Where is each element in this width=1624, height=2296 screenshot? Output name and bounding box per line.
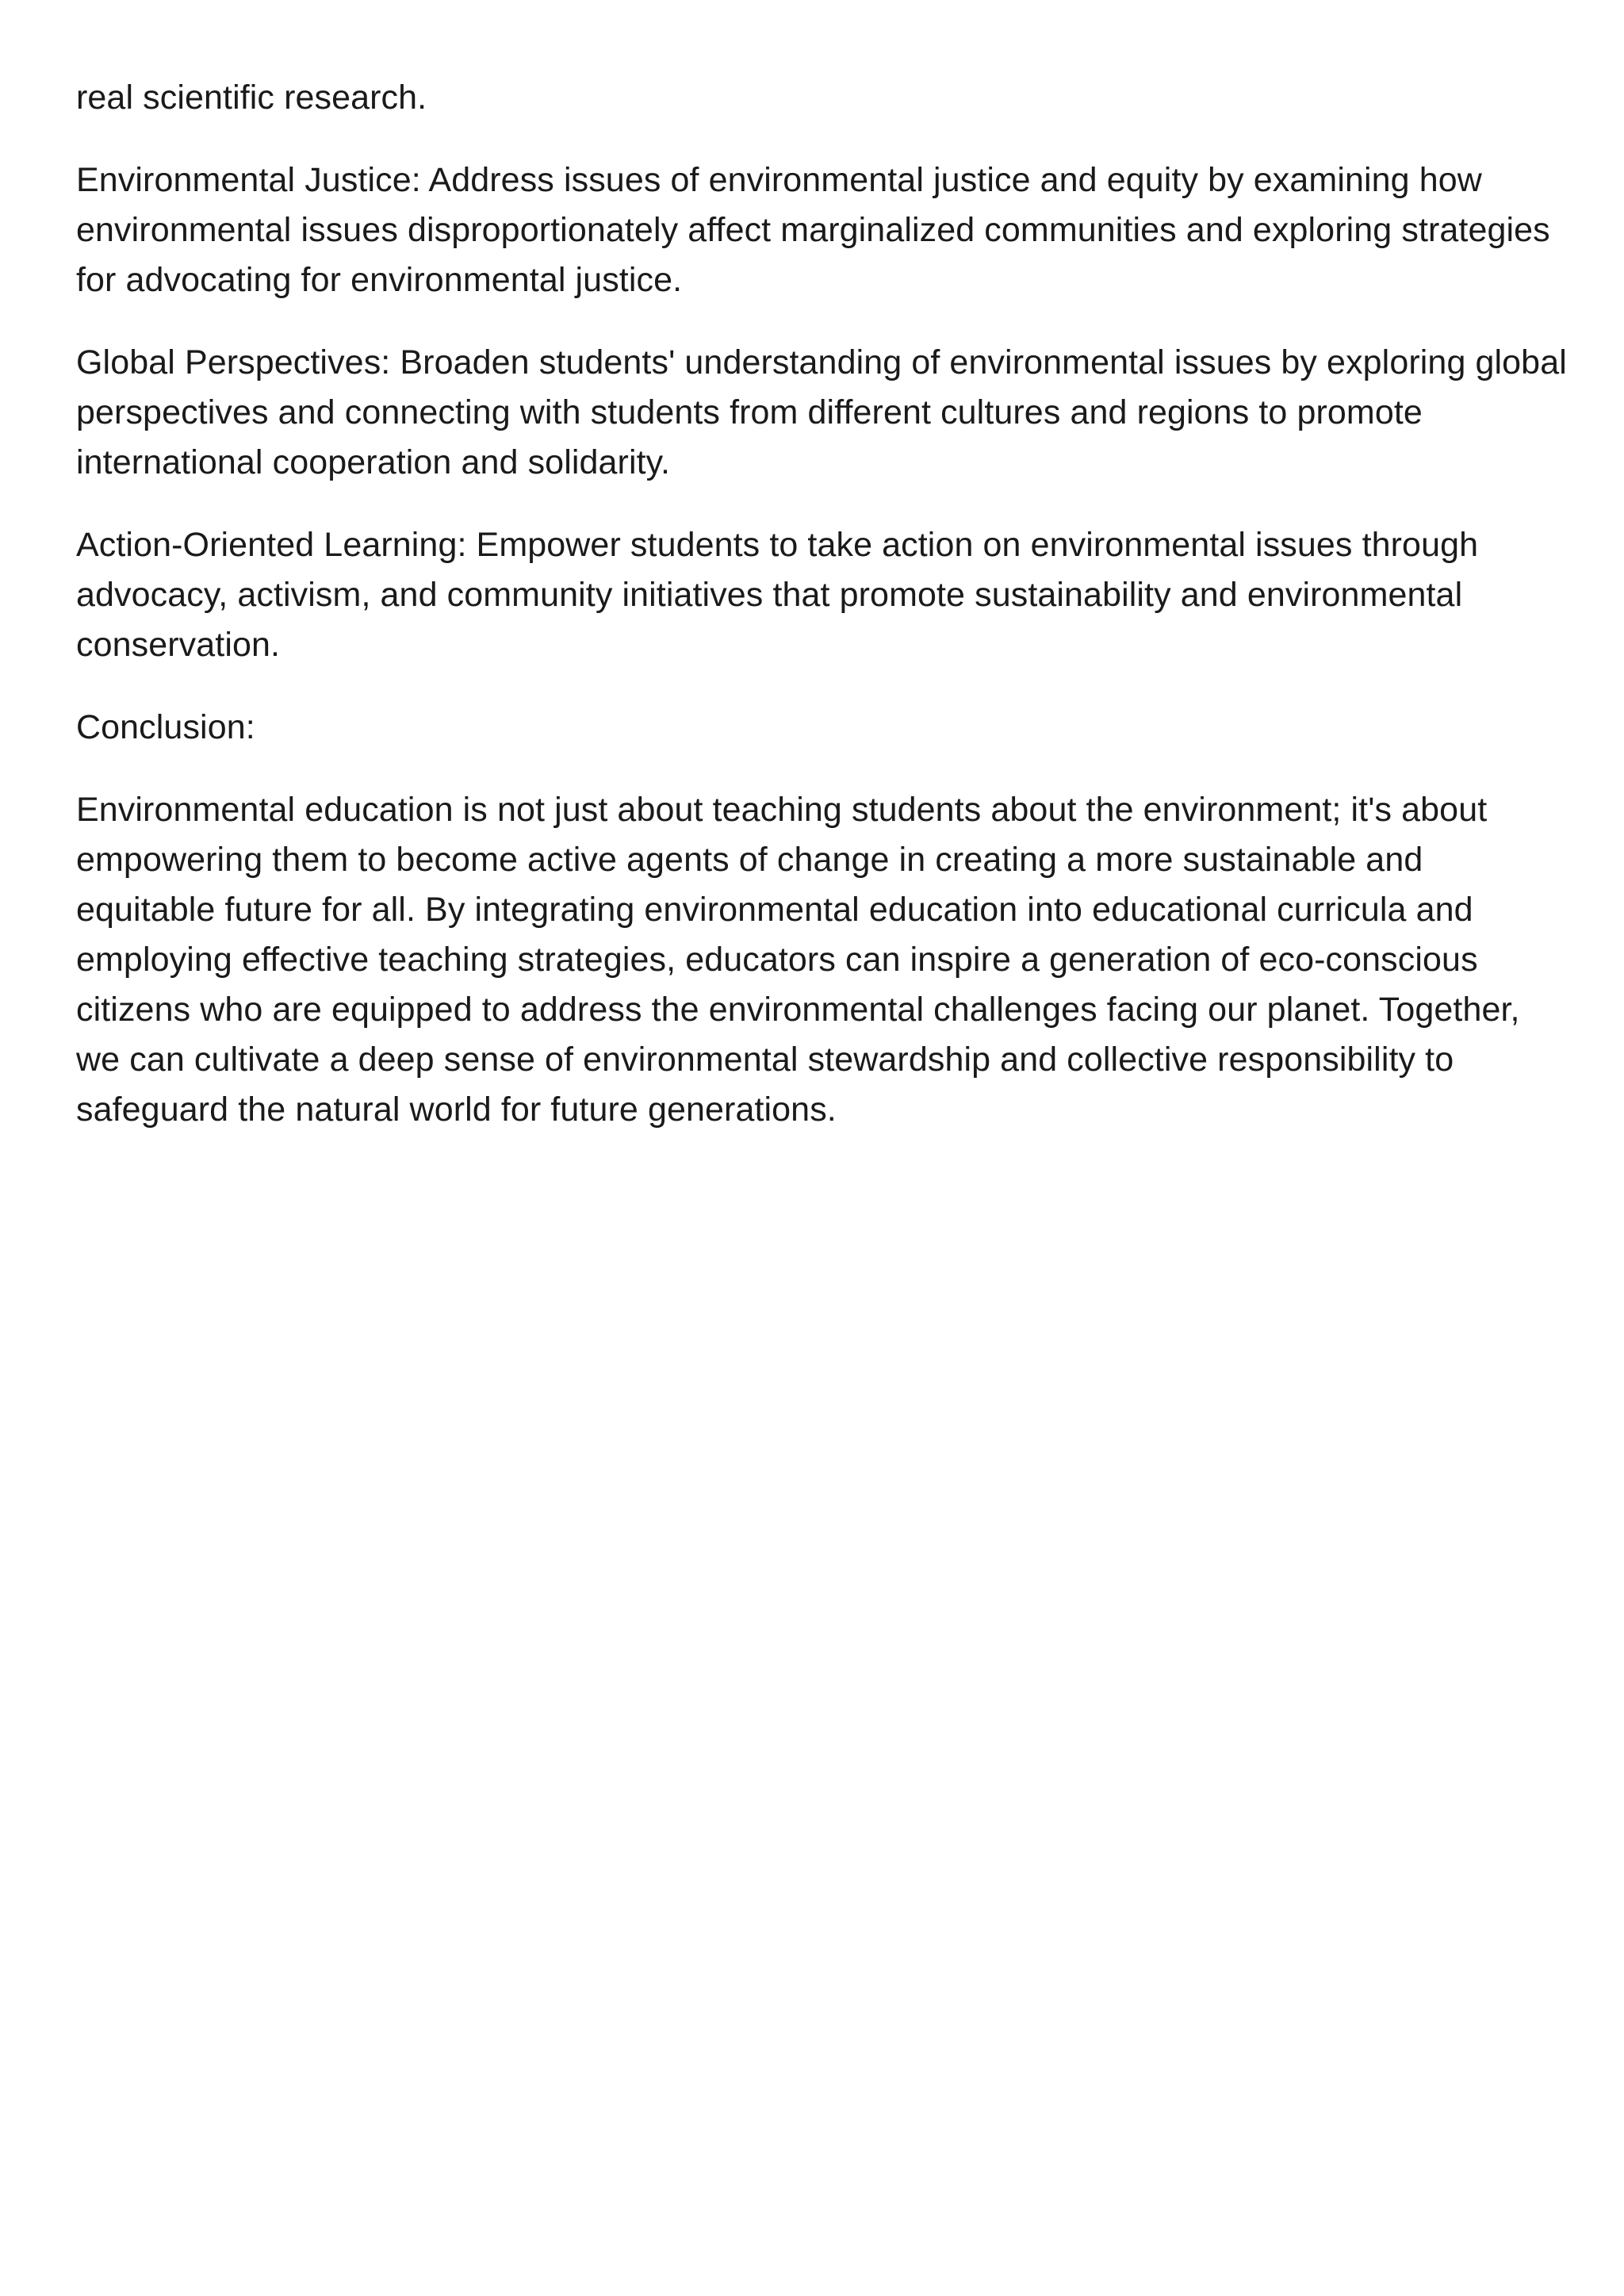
paragraph-conclusion: Environmental education is not just about teaching students about the environment; it's about empowering them to become active agents of change in creating a more sustainable and equitable future for all. By integrating environmental education into educational curricula and employing effective teaching strategies, educators can inspire a generation of eco-conscious citizens who are equipped to address the environmental challenges facing our planet. Together, we can cultivate a deep sense of environmental stewardship and collective responsibility to safeguard the natural world for future generations. [76,791,1520,1129]
paragraph-continuation: real scientific research. [76,79,427,117]
document-page [76,73,1567,1167]
paragraph-global-perspectives: Global Perspectives: Broaden students' understanding of environmental issues by exploring global perspectives and connecting with students from different cultures and regions to promote international cooperation and solidarity. [76,343,1567,481]
paragraph-environmental-justice: Environmental Justice: Address issues of environmental justice and equity by examining how environmental issues disproportionately affect marginalized communities and exploring strategies for advocating for environmental justice. [76,161,1550,299]
conclusion-heading: Conclusion: [76,708,255,746]
paragraph-action-oriented-learning: Action-Oriented Learning: Empower students to take action on environmental issues through advocacy, activism, and community initiatives that promote sustainability and environmental conservation. [76,526,1479,664]
